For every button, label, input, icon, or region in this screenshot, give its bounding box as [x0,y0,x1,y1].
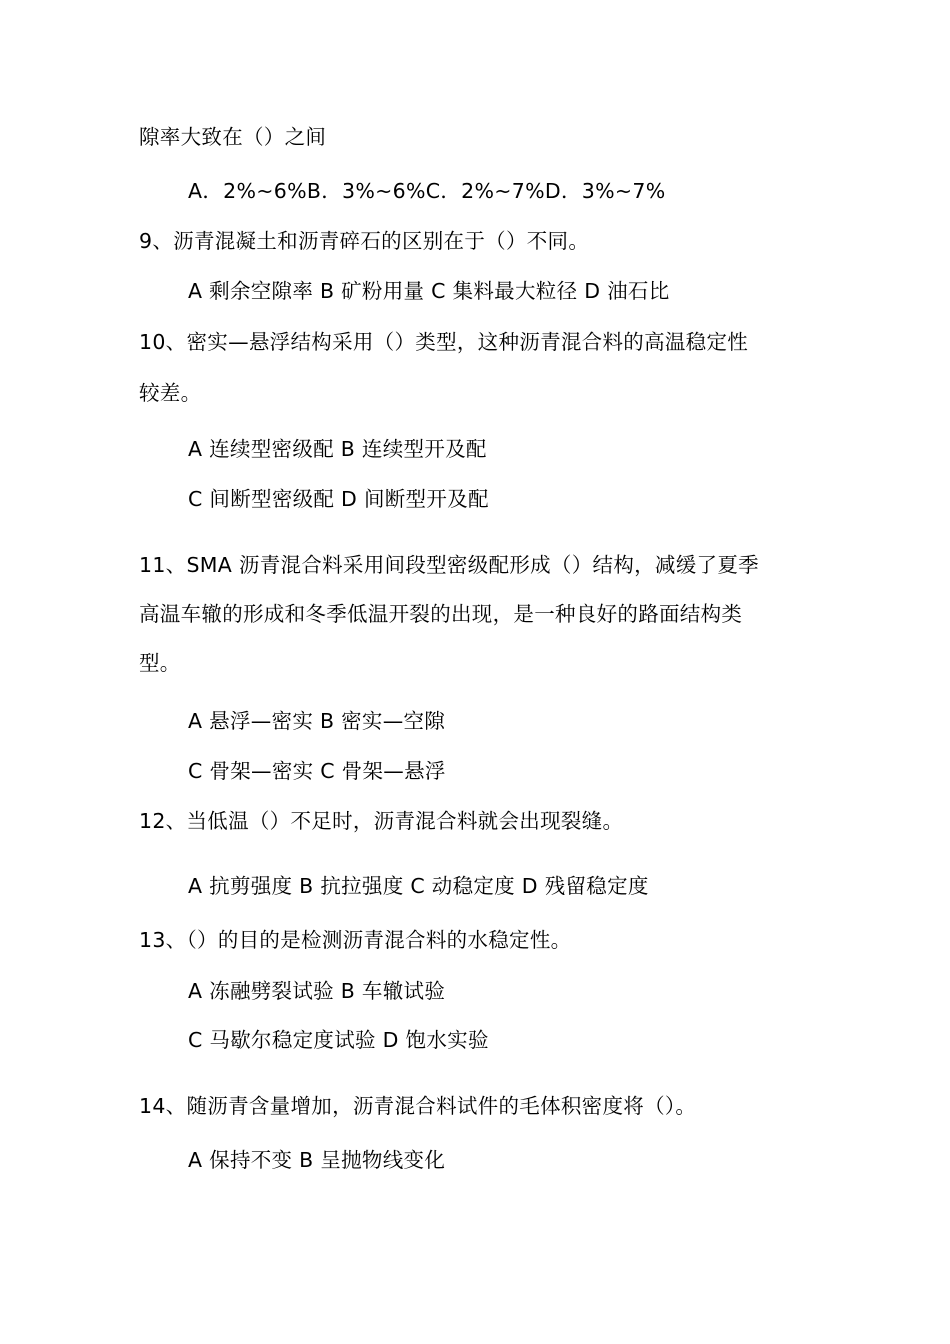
option-line: A 抗剪强度 B 抗拉强度 C 动稳定度 D 残留稳定度 [188,874,649,898]
option-line: A 连续型密级配 B 连续型开及配 [188,437,487,461]
question-12: 12、当低温（）不足时，沥青混合料就会出现裂缝。 [139,809,624,833]
option-line: C 马歇尔稳定度试验 D 饱水实验 [188,1028,489,1052]
question-11: 11、SMA 沥青混合料采用间段型密级配形成（）结构，减缓了夏季 [139,553,759,577]
option-line: A 冻融劈裂试验 B 车辙试验 [188,979,446,1003]
question-text-line: 隙率大致在（）之间 [139,125,327,149]
question-10: 10、密实—悬浮结构采用（）类型，这种沥青混合料的高温稳定性 [139,330,749,354]
question-14: 14、随沥青含量增加，沥青混合料试件的毛体积密度将（）。 [139,1094,697,1118]
option-line: C 骨架—密实 C 骨架—悬浮 [188,759,446,783]
option-line: A．2%~6%B．3%~6%C．2%~7%D．3%~7% [188,179,666,203]
option-line: C 间断型密级配 D 间断型开及配 [188,487,489,511]
option-line: A 剩余空隙率 B 矿粉用量 C 集料最大粒径 D 油石比 [188,279,670,303]
question-text-line: 较差。 [139,381,202,405]
question-text-line: 型。 [139,651,181,675]
option-line: A 保持不变 B 呈抛物线变化 [188,1148,446,1172]
question-text-line: 高温车辙的形成和冬季低温开裂的出现，是一种良好的路面结构类 [139,602,743,626]
question-9: 9、沥青混凝土和沥青碎石的区别在于（）不同。 [139,229,590,253]
question-13: 13、（）的目的是检测沥青混合料的水稳定性。 [139,928,572,952]
option-line: A 悬浮—密实 B 密实—空隙 [188,709,446,733]
